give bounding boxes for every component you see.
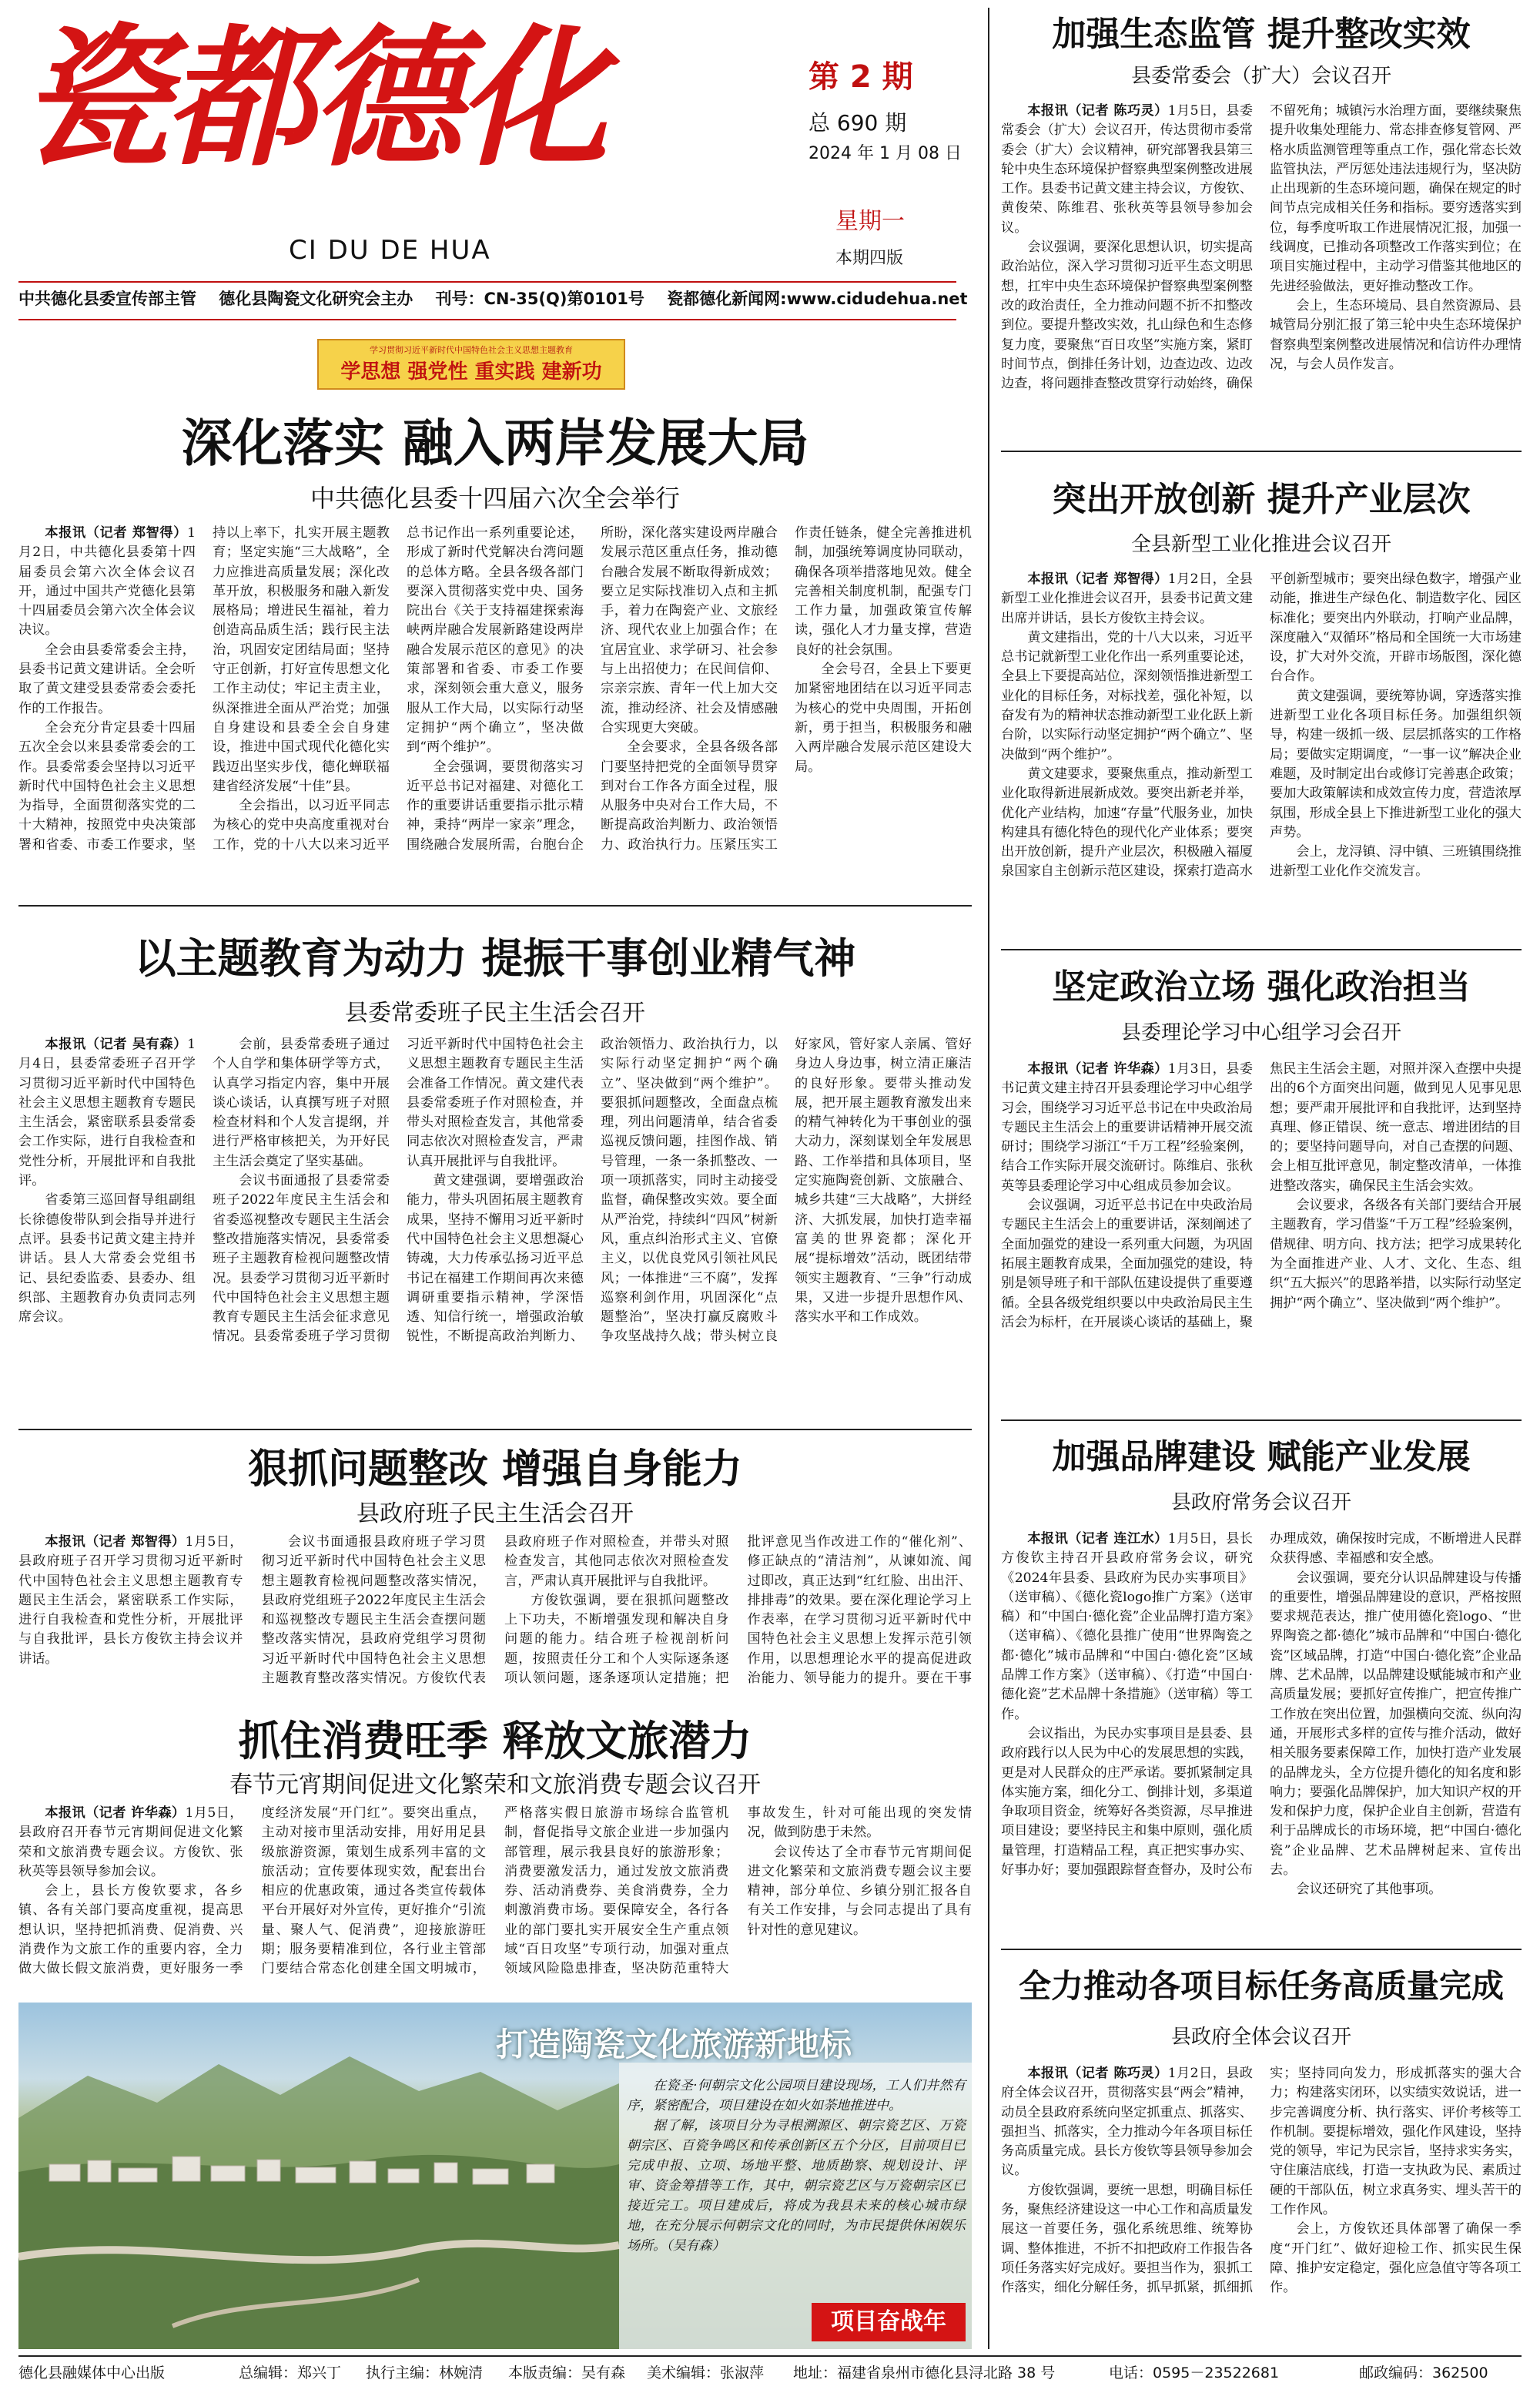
article-2-body: 本报讯（记者 吴有森）1月4日，县委常委班子召开学习贯彻习近平新时代中国特色社会主义思想主题教育专题民主生活会，紧密联系县委常委会工作实际，进行自我检查和党性分析，开展批评和自我批评。 省委第三巡回督导组副组长徐德俊带队到会指导并进行点评。县委书记黄文建主持并讲话。县人大常委会党组书记、县纪委监委、县委办、组织部、主题教育办负责同志列席会议。 会前，县委常委班子通过个人自学和集体研学等方式，认真学习指定内容，集中开展谈心谈话，认真撰写班子对照检查材料和个人发言提纲，并进行严格审核把关，为开好民主生活会奠定了坚实基础。 会议书面通报了县委常委班子2022年度民主生活会和省委巡视整改专题民主生活会整改措施落实情况，县委常委班子主题教育检视问题整改情况。县委学习贯彻习近平新时代中国特色社会主义思想主题教育专题民主生活会征求意见情况。县委常委班子学习贯彻习近平新时代中国特色社会主义思想主题教育专题民主生活会准备工作情况。黄文建代表县委常委班子作对照检查，并带头对照检查发言，其他常委同志依次对照检查发言，严肃认真开展批评与自我批评。 黄文建强调，要增强政治能力，带头巩固拓展主题教育成果，坚持不懈用习近平新时代中国特色社会主义思想凝心铸魂，大力传承弘扬习近平总书记在福建工作期间再次来德调研重要指示精神，学深悟透、知信行统一，增强政治敏锐性，不断提高政治判断力、政治领悟力、政治执行力，以实际行动坚定拥护“两个确立”、坚决做到“两个维护”。要狠抓问题整改，全面盘点梳理，列出问题清单，结合省委巡视反馈问题，挂图作战、销号管理，一条一条抓整改、一项一项抓落实，同时主动接受监督，确保整改实效。要全面从严治党，持续纠“四风”树新风，重点纠治形式主义、官僚主义，以优良党风引领社风民风；一体推进“三不腐”，发挥巡察利剑作用，巩固深化“点题整治”，坚决打赢反腐败斗争攻坚战持久战；带头树立良好家风，管好家人亲属、管好身边人身边事，树立清正廉洁的良好形象。要带头推动发展，把开展主题教育激发出来的精气神转化为干事创业的强大动力，深刻谋划全年发展思路、工作举措和具体项目，坚定实施陶瓷创新、文旅融合、城乡共建“三大战略”，大拼经济、大抓发展，加快打造幸福富美的世界瓷都；深化开展“提标增效”活动，既团结带领实主题教育、“三争”行动成果，又进一步提升思想作风、落实水平和工作成效。 (18, 1037, 972, 1345)
right-article-3-body: 本报讯（记者 许华森）1月3日，县委书记黄文建主持召开县委理论学习中心组学习会，围绕学习习近平总书记在中央政治局专题民主生活会上的重要讲话精神开展交流研讨；围绕学习浙江“千万工程”经验案例，结合工作实际开展交流研讨。陈维启、张秋英等县委理论学习中心组成员参加会议。 会议强调，习近平总书记在中央政治局专题民主生活会上的重要讲话，深刻阐述了全面加强党的建设一系列重大问题，为巩固拓展主题教育成果，全面加强党的建设，特别是领导班子和干部队伍建设提供了重要遵循。全县各级党组织要以中央政治局民主生活会为标杆，在开展谈心谈话的基础上，聚焦民主生活会主题，对照并深入查摆中央提出的6个方面突出问题，做到见人见事见思想；要严肃开展批评和自我批评，达到坚持真理、修正错误、统一意志、增进团结的目的；要坚持问题导向，对自己查摆的问题、会上相互批评意见，制定整改清单，一体推进整改落实，确保民主生活会实效。 会议要求，各级各有关部门要结合开展主题教育，学习借鉴“千万工程”经验案例，借规律、明方向、找方法；把学习成果转化为全面推进产业、人才、文化、生态、组织“五大振兴”的思路举措，以实际行动坚定拥护“两个确立”、坚决做到“两个维护”。 (1001, 1061, 1522, 1330)
weekday: 星期一 (835, 208, 905, 235)
article-1-lead: 本报讯（记者 郑智得） (45, 525, 188, 541)
footer (0, 2355, 1540, 2383)
right-article-5-subtitle: 县政府全体会议召开 (1170, 2026, 1351, 2049)
footer-address: 地址：福建省泉州市德化县浔北路 38 号 (793, 2365, 1056, 2381)
right-article-1-body: 本报讯（记者 陈巧灵）1月5日，县委常委会（扩大）会议召开，传达贯彻市委常委会（扩大）会议精神，研究部署我县第三轮中央生态环境保护督察典型案例整改进展工作。县委书记黄文建主持会议，方俊钦、黄俊荣、陈维君、张秋英等县领导参加会议。 会议强调，要深化思想认识，切实提高政治站位，深入学习贯彻习近平生态文明思想，扛牢中央生态环境保护督察典型案例整改的政治责任，全力推动问题不折不扣整改到位。要提升整改实效，扎山绿色和生态修复力度，要聚焦“百日攻坚”实施方案，紧盯时间节点，倒排任务计划，边查边改、边改边查，将问题排查整改贯穿行动始终，确保不留死角；城镇污水治理方面，要继续聚焦提升收集处理能力、常态排查修复管网、严格水质监测管理等重点工作，强化常态长效监管执法，严厉惩处违法违规行为，坚决防止出现新的生态环境问题，确保在规定的时间节点完成相关任务和指标。要穷透落实到位，每季度听取工作进展情况汇报，加强一线调度，已推动各项整改工作落实到位；在项目实施过程中，主动学习借鉴其他地区的先进经验做法，更好推动整改工作。 会上，生态环境局、县自然资源局、县城管局分别汇报了第三轮中央生态环境保护督察典型案例整改进展情况和信访件办理情况，与会人员作发言。 (1001, 103, 1522, 392)
article-4-title: 抓住消费旺季 释放文旅潜力 (238, 1717, 752, 1765)
footer-page-editor: 本版责编：吴有森 (508, 2365, 626, 2381)
article-4-body: 本报讯（记者 许华森）1月5日，县政府召开春节元宵期间促进文化繁荣和文旅消费专题会议。方俊钦、张秋英等县领导参加会议。 会上，县长方俊钦要求，各乡镇、各有关部门要高度重视，提高思想认识，坚持把抓消费、促消费、兴消费作为文旅工作的重要内容，全力做大做长假文旅消费，更好服务一季度经济发展“开门红”。要突出重点，主动对接市里活动安排，用好用足县级旅游资源，策划生成系列丰富的文旅活动；宣传要体现实效，配套出台相应的优惠政策，通过各类宣传载体平台开展好对外宣传，更好推介“引流量、聚人气、促消费”，迎接旅游旺期；服务要精准到位，各行业主管部门要结合常态化创建全国文明城市，严格落实假日旅游市场综合监管机制，督促指导文旅企业进一步加强内部管理，展示我县良好的旅游形象；消费要激发活力，通过发放文旅消费券、活动消费券、美食消费券，全力刺激消费市场。要保障安全，各行各业的部门要扎实开展安全生产重点领域“百日攻坚”专项行动，加强对重点领域风险隐患排查，坚决防范重特大事故发生，针对可能出现的突发情况，做到防患于未然。 会议传达了全市春节元宵期间促进文化繁荣和文旅消费专题会议主要精神，部分单位、乡镇分别汇报各自有关工作安排，与会同志提出了具有针对性的意见建议。 (18, 1805, 972, 1977)
right-article-2-lead: 本报讯（记者 郑智得） (1027, 571, 1168, 587)
publication-number: 刊号：CN-35(Q)第0101号 (435, 290, 644, 308)
masthead-info-bar (18, 287, 968, 310)
right-article-2-title: 突出开放创新 提升产业层次 (1052, 480, 1471, 519)
issue-number: 第 2 期 (808, 59, 913, 95)
footer-exec-editor: 执行主编：林婉清 (366, 2365, 484, 2381)
footer-chief-editor: 总编辑：郑兴丁 (239, 2365, 342, 2381)
right-article-5-lead: 本报讯（记者 陈巧灵） (1027, 2066, 1168, 2081)
right-article-2-subtitle: 全县新型工业化推进会议召开 (1130, 533, 1391, 556)
footer-rule (18, 2355, 1522, 2357)
divider (1001, 1419, 1522, 1421)
right-article-5-title: 全力推动各项目标任务高质量完成 (1018, 1967, 1504, 2005)
right-article-4-subtitle: 县政府常务会议召开 (1170, 1491, 1351, 1514)
right-article-3-title: 坚定政治立场 强化政治担当 (1052, 967, 1471, 1007)
right-article-1-title: 加强生态监管 提升整改实效 (1052, 15, 1471, 54)
right-article-1-lead: 本报讯（记者 陈巧灵） (1027, 103, 1168, 119)
sponsor-1: 中共德化县委宣传部主管 (18, 290, 196, 308)
photo-caption: 在瓷圣·何朝宗文化公园项目建设现场，工人们井然有序，紧密配合，项目建设在如火如荼地推进中。 据了解，该项目分为寻根溯源区、朝宗瓷艺区、万瓷朝宗区、百瓷争鸣区和传承创新区五个分区，目前项目已完成申报、立项、场地平整、地质勘察、规划设计、评审、资金筹措等工作，其中，朝宗瓷艺区与万瓷朝宗区已接近完工。项目建成后，将成为我县未来的核心城市绿地，在充分展示何朝宗文化的同时，为市民提供休闲娱乐场所。（吴有森） (627, 2078, 966, 2254)
right-article-4-body: 本报讯（记者 连江水）1月5日，县长方俊钦主持召开县政府常务会议，研究《2024年县委、县政府为民办实事项目》（送审稿）、《德化瓷logo推广方案》（送审稿）和“中国白·德化瓷”企业品牌打造方案》（送审稿）、《德化县推广使用“世界陶瓷之都·德化”城市品牌和“中国白·德化瓷”区域品牌工作方案》（送审稿）、《打造“中国白·德化瓷”艺术品牌十条措施》（送审稿）等工作。 会议指出，为民办实事项目是县委、县政府践行以人民为中心的发展思想的实践，更是对人民群众的庄严承诺。要抓紧制定具体实施方案，细化分工、倒排计划，多渠道争取项目资金，统筹好各类资源，尽早推进项目建设；要坚持民主和集中原则，强化质量管理，打造精品工程，真正把实事办实、好事办好；要加强跟踪督查督办，及时公布办理成效，确保按时完成，不断增进人民群众获得感、幸福感和安全感。 会议强调，要充分认识品牌建设与传播的重要性，增强品牌建设的意识，严格按照要求规范表达，推广使用德化瓷logo、“世界陶瓷之都·德化”城市品牌和“中国白·德化瓷”区域品牌，打造“中国白·德化瓷”企业品牌、艺术品牌，以品牌建设赋能城市和产业高质量发展；要抓好宣传推广，把宣传推广工作放在突出位置，加强横向交流、纵向沟通，开展形式多样的宣传与推介活动，做好相关服务要素保障工作，加快打造产业发展的品牌龙头，全方位提升德化的知名度和影响力；要强化品牌保护，加大知识产权的开发和保护力度，保护企业自主创新，营造有利于品牌成长的市场环境，把“中国白·德化瓷”企业品牌、艺术品牌树起来、宣传出去。 会议还研究了其他事项。 (1001, 1531, 1522, 1898)
divider (18, 1429, 972, 1430)
article-1-title: 深化落实 融入两岸发展大局 (181, 414, 809, 473)
website-link[interactable]: 瓷都德化新闻网:www.cidudehua.net (667, 290, 968, 308)
newspaper-title: 瓷都德化 (18, 10, 604, 187)
right-article-4-title: 加强品牌建设 赋能产业发展 (1052, 1437, 1471, 1476)
right-article-3-lead: 本报讯（记者 许华森） (1027, 1061, 1168, 1077)
article-4-subtitle: 春节元宵期间促进文化繁荣和文旅消费专题会议召开 (229, 1771, 761, 1798)
article-2-subtitle: 县委常委班子民主生活会召开 (345, 1000, 645, 1027)
newspaper-pinyin: CI DU DE HUA (289, 235, 491, 266)
masthead-rule (18, 281, 956, 283)
masthead-rule-bottom (18, 319, 956, 320)
article-4-lead: 本报讯（记者 许华森） (45, 1805, 186, 1821)
masthead (0, 0, 974, 331)
page-count: 本期四版 (835, 249, 904, 268)
article-3-body: 本报讯（记者 郑智得）1月5日，县政府班子召开学习贯彻习近平新时代中国特色社会主义思想主题教育专题民主生活会，紧密联系工作实际，进行自我检查和党性分析，开展批评与自我批评，县长方俊钦主持会议并讲话。 会议书面通报县政府班子学习贯彻习近平新时代中国特色社会主义思想主题教育检视问题整改落实情况，县政府党组班子2022年度民主生活会和巡视整改专题民主生活会查摆问题整改落实情况，县政府党组学习贯彻习近平新时代中国特色社会主义思想主题教育整改落实情况。方俊钦代表县政府班子作对照检查，并带头对照检查发言，其他同志依次对照检查发言，严肃认真开展批评与自我批评。 方俊钦强调，要在狠抓问题整改上下功夫，不断增强发现和解决自身问题的能力。结合班子检视剖析问题，按照责任分工和个人实际逐条逐项认领问题，逐条逐项认定措施；把批评意见当作改进工作的“催化剂”、修正缺点的“清洁剂”，从谏如流、闻过即改，真正达到“红红脸、出出汗、排排毒”的效果。要在深化理论学习上作表率，在学习贯彻习近平新时代中国特色社会主义思想上发挥示范引领作用，以思想理论水平的提高促进政治能力、领导能力的提升。要在干事 (18, 1534, 972, 1687)
article-1-subtitle: 中共德化县委十四届六次全会举行 (310, 484, 680, 513)
right-article-1-subtitle: 县委常委会（扩大）会议召开 (1130, 65, 1391, 88)
footer-postcode: 邮政编码：362500 (1359, 2365, 1488, 2381)
column-divider (988, 8, 989, 2349)
article-3-subtitle: 县政府班子民主生活会召开 (357, 1500, 634, 1527)
divider (1001, 949, 1522, 950)
article-2-lead: 本报讯（记者 吴有森） (45, 1037, 188, 1052)
footer-phone: 电话：0595－23522681 (1109, 2365, 1280, 2381)
article-3-title: 狠抓问题整改 增强自身能力 (247, 1446, 743, 1493)
divider (1001, 451, 1522, 452)
article-2-title: 以主题教育为动力 提振干事创业精气神 (134, 934, 856, 983)
issue-date: 2024 年 1 月 08 日 (808, 144, 962, 163)
sponsor-2: 德化县陶瓷文化研究会主办 (219, 290, 413, 308)
footer-publisher: 德化县融媒体中心出版 (18, 2365, 166, 2381)
slogan-main: 学思想 强党性 重实践 建新功 (340, 360, 602, 384)
right-article-3-subtitle: 县委理论学习中心组学习会召开 (1120, 1021, 1401, 1044)
footer-art-editor: 美术编辑：张淑萍 (647, 2365, 765, 2381)
project-badge: 项目奋战年 (812, 2303, 966, 2341)
slogan-top: 学习贯彻习近平新时代中国特色社会主义思想主题教育 (370, 345, 573, 355)
right-article-5-body: 本报讯（记者 陈巧灵）1月2日，县政府全体会议召开，贯彻落实县“两会”精神，动员全县政府系统向坚定抓重点、抓落实、强担当、抓落实，全力推动今年各项目标任务高质量完成。县长方俊钦等县领导参加会议。 方俊钦强调，要统一思想，明确目标任务，聚焦经济建设这一中心工作和高质量发展这一首要任务，强化系统思维、统筹协调、整体推进，不折不扣把政府工作报告各项任务落实好完成好。要担当作为，狠抓工作落实，细化分解任务，抓早抓紧，抓细抓实；坚持同向发力，形成抓落实的强大合力；构建落实闭环，以实绩实效说话，进一步完善调度分析、执行落实、评价考核等工作机制。要提标增效，强化作风建设，坚持党的领导，牢记为民宗旨，坚持求实务实，守住廉洁底线，打造一支执政为民、素质过硬的干部队伍，树立求真务实、埋头苦干的工作作风。 会上，方俊钦还具体部署了确保一季度“开门红”、做好迎检工作、抓实民生保障、推护安定稳定，强化应急值守等各项工作。 (1001, 2066, 1522, 2296)
article-3-lead: 本报讯（记者 郑智得） (45, 1534, 186, 1550)
right-article-2-body: 本报讯（记者 郑智得）1月2日，全县新型工业化推进会议召开，县委书记黄文建出席并讲话，县长方俊钦主持会议。 黄文建指出，党的十八大以来，习近平总书记就新型工业化作出一系列重要论述，全县上下要提高站位，深刻领悟推进新型工业化的目标任务，对标找差，强化补短，以奋发有为的精神状态推动新型工业化跃上新台阶，以实际行动坚定拥护“两个确立”、坚决做到“两个维护”。 黄文建要求，要聚焦重点，推动新型工业化取得新进展新成效。要突出新老并举，优化产业结构，加速“存量”代服务业，加快构建具有德化特色的现代化产业体系；要突出开放创新，提升产业层次，积极融入福厦泉国家自主创新示范区建设，探索打造高水平创新型城市；要突出绿色数字，增强产业动能，推进生产绿色化、制造数字化、园区标准化；要突出内外联动，打响产业品牌，深度融入“双循环”格局和全国统一大市场建设，扩大对外交流，开辟市场版图，深化德台合作。 黄文建强调，要统筹协调，穿透落实推进新型工业化各项目标任务。加强组织领导，构建一级抓一级、层层抓落实的工作格局；要做实定期调度，“一事一议”解决企业难题，及时制定出台或修订完善惠企政策；要加大政策解读和成效宣传力度，营造浓厚氛围，形成全县上下推进新型工业化的强大声势。 会上，龙浔镇、浔中镇、三班镇围绕推进新型工业化作交流发言。 (1001, 571, 1522, 880)
photo-feature (18, 2003, 972, 2349)
right-article-4-lead: 本报讯（记者 连江水） (1027, 1531, 1168, 1547)
slogan-banner (317, 339, 625, 390)
photo-title: 打造陶瓷文化旅游新地标 (496, 2026, 852, 2063)
total-issue: 总 690 期 (808, 110, 907, 136)
divider (1001, 1949, 1522, 1950)
article-1-body: 本报讯（记者 郑智得）1月2日，中共德化县委第十四届委员会第六次全体会议召开，通过中国共产党德化县第十四届委员会第六次全体会议决议。 全会由县委常委会主持，县委书记黄文建讲话。全会听取了黄文建受县委常委会委托作的工作报告。 全会充分肯定县委十四届五次全会以来县委常委会的工作。县委常委会坚持以习近平新时代中国特色社会主义思想为指导，全面贯彻落实党的二十大精神，按照党中央决策部署和省委、市委工作要求，坚持以上率下，扎实开展主题教育；坚定实施“三大战略”，全力应推进高质量发展；深化改革开放，积极服务和融入新发展格局；增进民生福祉，着力创造高品质生活；践行民主法治，巩固安定团结局面；坚持守正创新，打好宣传思想文化工作主动仗；牢记主责主业，纵深推进全面从严治党；加强自身建设和县委全会自身建设，推进中国式现代化德化实践迈出坚实步伐，德化蝉联福建省经济发展“十佳”县。 全会指出，以习近平同志为核心的党中央高度重视对台工作，党的十八大以来习近平总书记作出一系列重要论述，形成了新时代党解决台湾问题的总体方略。全县各级各部门要深入贯彻落实党中央、国务院出台《关于支持福建探索海峡两岸融合发展新路建设两岸融合发展示范区的意见》的决策部署和省委、市委工作要求，深刻领会重大意义，服务服从工作大局，以实际行动坚定拥护“两个确立”，坚决做到“两个维护”。 全会强调，要贯彻落实习近平总书记对福建、对德化工作的重要讲话重要指示批示精神，秉持“两岸一家亲”理念，围绕融合发展所需，台胞台企所盼，深化落实建设两岸融合发展示范区重点任务，推动德台融合发展不断取得新成效；要立足实际找准切入点和主抓手，着力在陶瓷产业、文旅经济、现代农业上加强合作；在宜居宜业、求学研习、社会参与上出招使力；在民间信仰、宗亲宗族、青年一代上加大交流，推动经济、社会及情感融合实现更大突破。 全会要求，全县各级各部门要坚持把党的全面领导贯穿到对台工作各方面全过程，服从服务中央对台工作大局，不断提高政治判断力、政治领悟力、政治执行力。压紧压实工作责任链条，健全完善推进机制，加强统筹调度协同联动，确保各项举措落地见效。健全完善相关制度机制，配强专门工作力量，加强政策宣传解读，强化人才力量支撑，营造良好的社会氛围。 全会号召，全县上下要更加紧密地团结在以习近平同志为核心的党中央周围，开拓创新，勇于担当，积极服务和融入两岸融合发展示范区建设大局。 (18, 525, 972, 853)
divider (18, 905, 972, 907)
